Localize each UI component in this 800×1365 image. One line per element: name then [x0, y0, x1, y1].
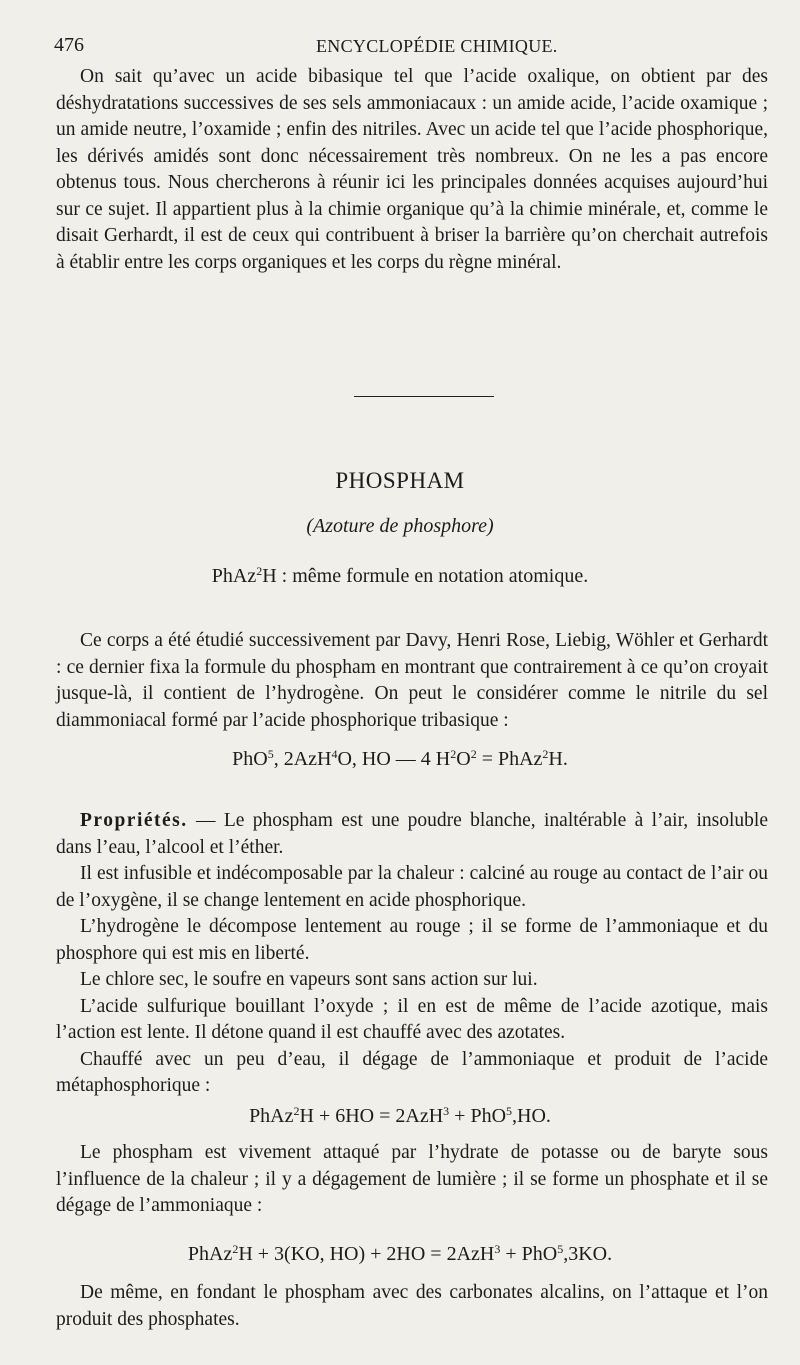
- properties-paragraph-2: Il est infusible et indécomposable par la chaleur : calciné au rouge au contact de l’air ou de l’oxygène, il se change lentement en acide phosphorique.: [56, 863, 768, 911]
- formula-atomic: PhAz$^2$H : même formule en notation atomique.: [211, 564, 589, 587]
- page-header: [54, 34, 760, 62]
- page-number: 476: [54, 34, 84, 56]
- properties-heading: Propriétés.: [80, 810, 188, 831]
- properties-block: [56, 808, 768, 1100]
- intro-block: [56, 64, 768, 276]
- potasse-paragraph: Le phospham est vivement attaqué par l’hydrate de potasse ou de baryte sous l’influence de la chaleur ; il y a dégagement de lumière ; il se forme un phosphate et il se dégage de l’ammoniaque :: [56, 1142, 768, 1216]
- history-paragraph: Ce corps a été étudié successivement par Davy, Henri Rose, Liebig, Wöhler et Gerhardt : ce dernier fixa la formule du phospham en montrant que contrairement à ce qu’on croyait jusque-là, il contient de l’hydrogène. On peut le considérer comme le nitrile du sel diammoniacal formé par l’acide phosphorique tribasique :: [56, 630, 768, 731]
- final-block: [56, 1280, 768, 1333]
- section-title: PHOSPHAM: [335, 468, 465, 493]
- potasse-block: [56, 1140, 768, 1220]
- section-divider: [354, 396, 494, 397]
- properties-paragraph-4: Le chlore sec, le soufre en vapeurs sont sans action sur lui.: [80, 969, 538, 990]
- history-block: [56, 628, 768, 734]
- equation-water: PhAz$^2$H + 6HO = 2AzH$^3$ + PhO$^5$,HO.: [249, 1104, 551, 1127]
- properties-paragraph-6: Chauffé avec un peu d’eau, il dégage de l’ammoniaque et produit de l’acide métaphosphorique :: [56, 1048, 768, 1096]
- properties-paragraph-3: L’hydrogène le décompose lentement au rouge ; il se forme de l’ammoniaque et du phosphore qui est mis en liberté.: [56, 916, 768, 964]
- properties-paragraph-5: L’acide sulfurique bouillant l’oxyde ; il en est de même de l’acide azotique, mais l’action est lente. Il détone quand il est chauffé avec des azotates.: [56, 995, 768, 1043]
- equation-potasse: PhAz$^2$H + 3(KO, HO) + 2HO = 2AzH$^3$ + PhO$^5$,3KO.: [187, 1242, 613, 1265]
- properties-paragraph-1: Propriétés. — Le phospham est une poudre blanche, inaltérable à l’air, insoluble dans l’eau, l’alcool et l’éther.: [56, 810, 768, 858]
- running-head: ENCYCLOPÉDIE CHIMIQUE.: [316, 36, 558, 56]
- intro-paragraph: On sait qu’avec un acide bibasique tel que l’acide oxalique, on obtient par des déshydratations successives de ses sels ammoniacaux : un amide acide, l’acide oxamique ; un amide neutre, l’oxamide ; enfin des nitriles. Avec un acide tel que l’acide phosphorique, les dérivés amidés sont donc nécessairement très nombreux. On ne les a pas encore obtenus tous. Nous chercherons à réunir ici les principales données acquises aujourd’hui sur ce sujet. Il appartient plus à la chimie organique qu’à la chimie minérale, et, comme le disait Gerhardt, il est de ceux qui contribuent à briser la barrière qu’on cherchait autrefois à établir entre les corps organiques et les corps du règne minéral.: [56, 66, 768, 273]
- equation-nitrile: PhO$^5$, 2AzH$^4$O, HO — 4 $H^2O^2$ = PhAz$^2$H.: [232, 747, 568, 770]
- section-subtitle: (Azoture de phosphore): [306, 515, 494, 537]
- final-paragraph: De même, en fondant le phospham avec des carbonates alcalins, on l’attaque et l’on produit des phosphates.: [56, 1282, 768, 1330]
